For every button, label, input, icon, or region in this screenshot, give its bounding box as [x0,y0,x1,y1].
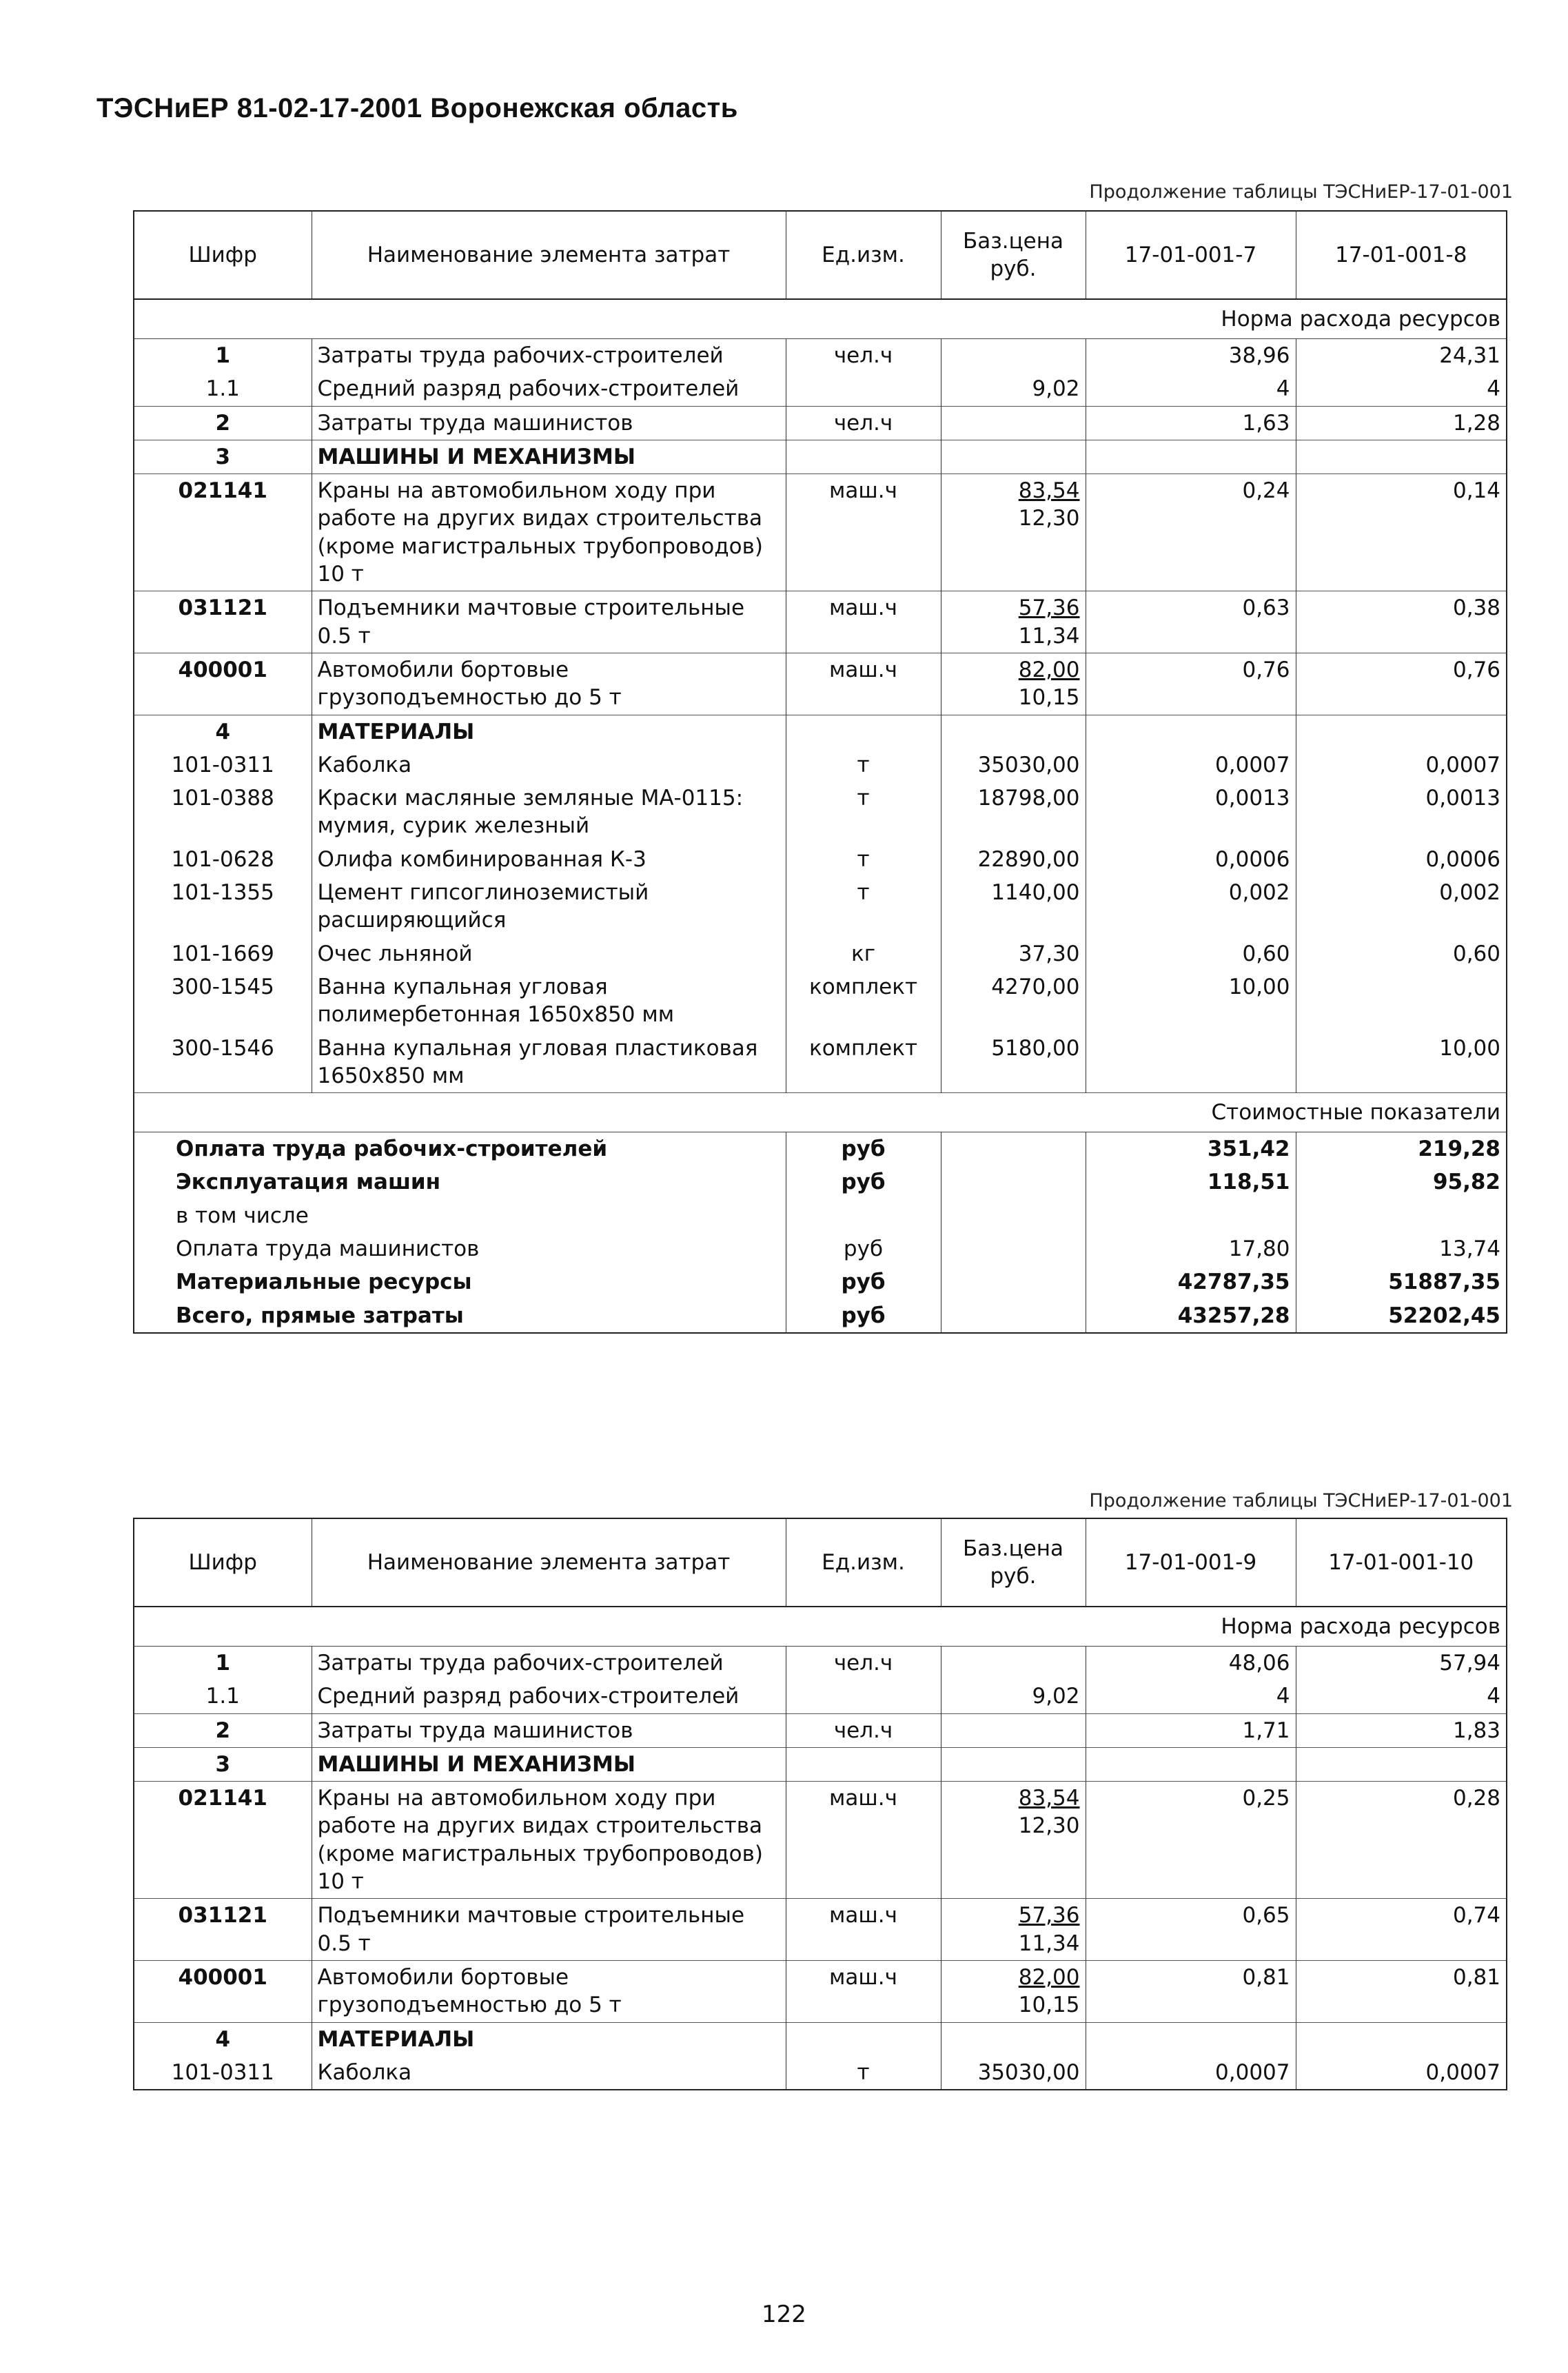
row-unit: т [786,748,941,782]
summary-unit: руб [786,1165,941,1199]
table-row [134,653,1507,715]
summary-value-col2: 52202,45 [1296,1299,1507,1333]
row-unit: т [786,782,941,843]
row-value-col2: 0,28 [1296,1782,1507,1899]
row-name: Затраты труда машинистов [312,1713,786,1747]
summary-value-col1 [1086,1199,1296,1232]
row-unit: чел.ч [786,1713,941,1747]
summary-value-col1: 17,80 [1086,1232,1296,1265]
table-row [134,876,1507,937]
row-name: Автомобили бортовые грузоподъемностью до 5 т [312,653,786,715]
document-title: ТЭСНиЕР 81-02-17-2001 Воронежская область [96,93,738,123]
table-row [134,474,1507,591]
row-unit [786,715,941,748]
row-price [941,591,1086,653]
row-code: 101-1669 [171,941,274,966]
row-name: Краны на автомобильном ходу при работе на других видах строительства (кроме магистральных трубопроводов) 10 т [312,1782,786,1899]
table-header-row [134,211,1507,299]
row-code: 2 [134,406,312,440]
row-value-col1: 0,0006 [1086,843,1296,876]
row-value-col2: 24,31 [1296,339,1507,373]
summary-unit: руб [786,1132,941,1166]
row-price-value: 37,30 [1018,941,1080,966]
row-value-col1: 0,65 [1086,1899,1296,1961]
summary-price [941,1265,1086,1298]
row-name: Ванна купальная угловая пластиковая 1650х850 мм [312,1032,786,1093]
row-value-col1: 0,002 [1086,876,1296,937]
row-value-col1: 0,81 [1086,1960,1296,2022]
row-unit: комплект [786,1032,941,1093]
summary-price [941,1132,1086,1166]
row-price [941,1647,1086,1680]
row-value-col1: 38,96 [1086,339,1296,373]
row-value-col2 [1296,1747,1507,1781]
summary-price [941,1299,1086,1333]
table-row [134,339,1507,373]
row-value-col1: 4 [1086,1680,1296,1713]
row-price [941,1747,1086,1781]
row-price [941,715,1086,748]
table-row [134,937,1507,970]
row-value-col2: 0,0013 [1296,782,1507,843]
row-price [941,653,1086,715]
row-code: 031121 [134,1899,312,1961]
row-price [941,843,1086,876]
table-row [134,1032,1507,1093]
row-price-operator: 12,30 [1018,1813,1080,1839]
row-code: 1 [215,1651,231,1676]
row-price-value: 1140,00 [991,880,1080,906]
row-code: 400001 [134,653,312,715]
row-code: 3 [134,1747,312,1781]
table-continuation-label: Продолжение таблицы ТЭСНиЕР-17-01-001 [1089,181,1513,203]
row-value-col1: 1,71 [1086,1713,1296,1747]
summary-value-col1: 351,42 [1086,1132,1296,1166]
row-unit: чел.ч [786,1647,941,1680]
resource-table-1 [133,210,1507,1334]
header-col2: 17-01-001-8 [1296,211,1507,299]
summary-unit: руб [786,1232,941,1265]
row-price-value: 22890,00 [977,846,1080,872]
row-name: Каболка [312,748,786,782]
row-price [941,2022,1086,2056]
row-price [941,1680,1086,1713]
table-row [134,1782,1507,1899]
row-value-col2: 0,0007 [1296,2056,1507,2090]
row-code: 1.1 [205,376,240,402]
row-name: Затраты труда рабочих-строителей [312,1647,786,1680]
summary-unit: руб [786,1299,941,1333]
summary-price [941,1232,1086,1265]
row-price [941,970,1086,1032]
row-code: 101-0388 [171,786,274,811]
row-code: 4 [134,2022,312,2056]
header-col2: 17-01-001-10 [1296,1518,1507,1607]
cost-band-label: Стоимостные показатели [134,1093,1507,1132]
summary-value-col2: 95,82 [1296,1165,1507,1199]
table-row [134,1960,1507,2022]
row-price-value: 18798,00 [977,786,1080,811]
row-value-col1: 1,63 [1086,406,1296,440]
row-value-col2: 0,0006 [1296,843,1507,876]
row-price [941,440,1086,473]
row-value-col1: 0,0007 [1086,2056,1296,2090]
row-price-operator: 10,15 [1018,685,1080,711]
summary-row [134,1232,1507,1265]
norm-band-row [134,1607,1507,1647]
table-row [134,2056,1507,2090]
norm-band-row [134,299,1507,339]
row-value-col1 [1086,1747,1296,1781]
row-price-value: 82,00 [1018,1964,1080,1990]
header-code: Шифр [134,211,312,299]
row-value-col2: 0,002 [1296,876,1507,937]
row-code: 021141 [134,1782,312,1899]
row-value-col1: 10,00 [1086,970,1296,1032]
row-name: Краны на автомобильном ходу при работе на других видах строительства (кроме магистральных трубопроводов) 10 т [312,474,786,591]
row-name: Олифа комбинированная К-3 [312,843,786,876]
row-unit: маш.ч [786,1960,941,2022]
row-unit: маш.ч [786,653,941,715]
row-value-col1: 0,25 [1086,1782,1296,1899]
summary-unit: руб [786,1265,941,1298]
row-unit: маш.ч [786,591,941,653]
row-unit: т [786,843,941,876]
summary-row [134,1199,1507,1232]
row-code: 3 [134,440,312,473]
row-name: Автомобили бортовые грузоподъемностью до 5 т [312,1960,786,2022]
table-row [134,782,1507,843]
table-continuation-label: Продолжение таблицы ТЭСНиЕР-17-01-001 [1089,1490,1513,1511]
row-price [941,782,1086,843]
row-value-col2: 4 [1296,372,1507,406]
row-price-value: 4270,00 [991,974,1080,999]
row-price [941,748,1086,782]
summary-price [941,1199,1086,1232]
row-code: 400001 [134,1960,312,2022]
summary-value-col2 [1296,1199,1507,1232]
header-code: Шифр [134,1518,312,1607]
row-name: Затраты труда рабочих-строителей [312,339,786,373]
row-name: Подъемники мачтовые строительные 0.5 т [312,591,786,653]
row-name: Ванна купальная угловая полимербетонная 1650х850 мм [312,970,786,1032]
row-name: Краски масляные земляные МА-0115: мумия, сурик железный [312,782,786,843]
row-code: 101-0311 [171,2059,274,2085]
summary-value-col2: 219,28 [1296,1132,1507,1166]
row-price-value: 5180,00 [991,1035,1080,1061]
table-row [134,591,1507,653]
summary-name: в том числе [176,1203,309,1228]
summary-row [134,1265,1507,1298]
row-value-col2: 4 [1296,1680,1507,1713]
row-code: 101-0311 [171,752,274,777]
row-name: Средний разряд рабочих-строителей [312,1680,786,1713]
summary-value-col1: 43257,28 [1086,1299,1296,1333]
row-unit: т [786,876,941,937]
row-name: Средний разряд рабочих-строителей [312,372,786,406]
row-price [941,1782,1086,1899]
summary-value-col2: 13,74 [1296,1232,1507,1265]
row-value-col1: 0,76 [1086,653,1296,715]
row-price [941,2056,1086,2090]
summary-price [941,1165,1086,1199]
row-price-value: 82,00 [1018,657,1080,682]
table-row [134,1647,1507,1680]
header-price: Баз.цена руб. [941,1518,1086,1607]
cost-band-row [134,1093,1507,1132]
row-value-col2: 1,28 [1296,406,1507,440]
table-row [134,715,1507,748]
header-name: Наименование элемента затрат [312,211,786,299]
row-value-col2: 10,00 [1296,1032,1507,1093]
row-name: Очес льняной [312,937,786,970]
row-name: Затраты труда машинистов [312,406,786,440]
row-unit: маш.ч [786,474,941,591]
row-value-col2: 0,0007 [1296,748,1507,782]
row-code: 1 [215,343,231,368]
row-code: 300-1545 [171,974,274,999]
row-price-operator: 11,34 [1018,623,1080,649]
resource-table-2 [133,1518,1507,2090]
header-name: Наименование элемента затрат [312,1518,786,1607]
row-price [941,876,1086,937]
row-price [941,1899,1086,1961]
row-value-col2: 1,83 [1296,1713,1507,1747]
row-name: МАТЕРИАЛЫ [312,2022,786,2056]
table-row [134,406,1507,440]
header-unit: Ед.изм. [786,1518,941,1607]
row-price [941,1032,1086,1093]
row-unit [786,372,941,406]
summary-row [134,1165,1507,1199]
summary-name: Материальные ресурсы [176,1270,472,1295]
summary-unit [786,1199,941,1232]
table-row [134,1747,1507,1781]
row-price [941,372,1086,406]
row-value-col2 [1296,970,1507,1032]
row-price-operator: 11,34 [1018,1931,1080,1956]
row-price [941,1960,1086,2022]
summary-name: Оплата труда рабочих-строителей [176,1137,608,1162]
row-value-col1: 0,63 [1086,591,1296,653]
row-code: 300-1546 [171,1035,274,1061]
row-name: Подъемники мачтовые строительные 0.5 т [312,1899,786,1961]
row-value-col2: 0,38 [1296,591,1507,653]
row-value-col1: 0,0007 [1086,748,1296,782]
header-col1: 17-01-001-7 [1086,211,1296,299]
row-value-col1 [1086,1032,1296,1093]
row-value-col2: 0,76 [1296,653,1507,715]
row-unit: чел.ч [786,339,941,373]
table-row [134,1680,1507,1713]
summary-row [134,1299,1507,1333]
norm-band-label: Норма расхода ресурсов [134,299,1507,339]
row-value-col2: 0,74 [1296,1899,1507,1961]
summary-value-col1: 42787,35 [1086,1265,1296,1298]
row-name: МАШИНЫ И МЕХАНИЗМЫ [312,440,786,473]
row-code: 021141 [134,474,312,591]
row-value-col2: 0,14 [1296,474,1507,591]
row-code: 101-0628 [171,846,274,872]
row-value-col1 [1086,2022,1296,2056]
row-price-value: 9,02 [1032,376,1080,402]
row-name: Цемент гипсоглиноземистый расширяющийся [312,876,786,937]
row-price [941,937,1086,970]
row-value-col2 [1296,715,1507,748]
summary-name: Всего, прямые затраты [176,1303,464,1328]
row-unit: комплект [786,970,941,1032]
table-row [134,1899,1507,1961]
row-name: Каболка [312,2056,786,2090]
row-price-value: 9,02 [1032,1684,1080,1709]
summary-value-col1: 118,51 [1086,1165,1296,1199]
row-unit: кг [786,937,941,970]
row-value-col2: 0,60 [1296,937,1507,970]
row-unit: чел.ч [786,406,941,440]
row-price-value: 57,36 [1018,1903,1080,1928]
row-price [941,474,1086,591]
row-unit [786,1747,941,1781]
row-value-col1: 0,24 [1086,474,1296,591]
header-col1: 17-01-001-9 [1086,1518,1296,1607]
row-name: МАТЕРИАЛЫ [312,715,786,748]
row-value-col2 [1296,2022,1507,2056]
row-unit [786,440,941,473]
row-code: 101-1355 [171,880,274,906]
row-price [941,339,1086,373]
table-row [134,843,1507,876]
summary-name: Оплата труда машинистов [176,1236,480,1262]
summary-value-col2: 51887,35 [1296,1265,1507,1298]
row-value-col1: 48,06 [1086,1647,1296,1680]
row-value-col1 [1086,440,1296,473]
row-price-value: 83,54 [1018,478,1080,504]
row-value-col1: 4 [1086,372,1296,406]
row-price-value: 83,54 [1018,1786,1080,1811]
row-unit: маш.ч [786,1899,941,1961]
row-price-value: 35030,00 [977,2059,1080,2085]
row-value-col1 [1086,715,1296,748]
table-row [134,440,1507,473]
row-code: 2 [134,1713,312,1747]
table-row [134,2022,1507,2056]
row-price-operator: 12,30 [1018,506,1080,531]
header-unit: Ед.изм. [786,211,941,299]
table-row [134,748,1507,782]
table-row [134,372,1507,406]
table-header-row [134,1518,1507,1607]
summary-row [134,1132,1507,1166]
row-price-value: 57,36 [1018,595,1080,621]
row-code: 4 [134,715,312,748]
row-unit: маш.ч [786,1782,941,1899]
row-code: 031121 [134,591,312,653]
row-value-col2 [1296,440,1507,473]
row-price-operator: 10,15 [1018,1993,1080,2018]
row-name: МАШИНЫ И МЕХАНИЗМЫ [312,1747,786,1781]
row-code: 1.1 [205,1684,240,1709]
header-price: Баз.цена руб. [941,211,1086,299]
table-row [134,970,1507,1032]
row-value-col2: 57,94 [1296,1647,1507,1680]
row-value-col1: 0,60 [1086,937,1296,970]
row-value-col2: 0,81 [1296,1960,1507,2022]
row-price [941,406,1086,440]
row-unit [786,2022,941,2056]
table-row [134,1713,1507,1747]
summary-name: Эксплуатация машин [176,1170,441,1195]
row-unit [786,1680,941,1713]
row-price [941,1713,1086,1747]
row-unit: т [786,2056,941,2090]
page-number: 122 [762,2301,806,2328]
norm-band-label: Норма расхода ресурсов [134,1607,1507,1647]
row-price-value: 35030,00 [977,752,1080,777]
row-value-col1: 0,0013 [1086,782,1296,843]
